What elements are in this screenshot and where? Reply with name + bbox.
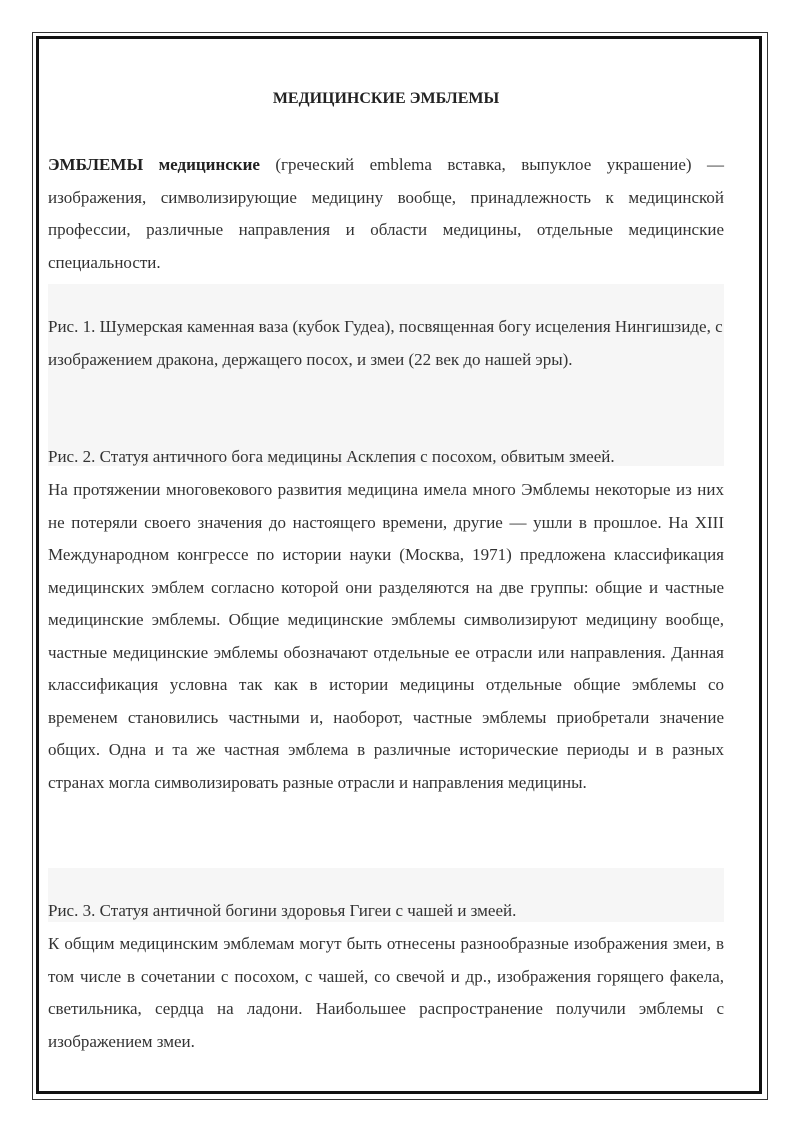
figure-1-caption: Рис. 1. Шумерская каменная ваза (кубок Гудеа), посвященная богу исцеления Нингишзиде, с изображением дракона, держащего посох, и змеи (22 век до нашей эры). (48, 317, 723, 369)
figure-3-caption: Рис. 3. Статуя античной богини здоровья Гигеи с чашей и змеей. (48, 901, 517, 920)
common-emblems-paragraph: К общим медицинским эмблемам могут быть отнесены разнообразные изображения змеи, в том числе в сочетании с посохом, с чашей, со свечой и др., изображения горящего факела, светильника, сердца на ладони. Наибольшее распространение получили эмблемы с изображением змеи. (48, 934, 724, 1051)
figure-2-caption: Рис. 2. Статуя античного бога медицины Асклепия с посохом, обвитым змеей. (48, 447, 615, 466)
intro-term: ЭМБЛЕМЫ медицинские (48, 155, 260, 174)
document-title: МЕДИЦИНСКИЕ ЭМБЛЕМЫ (272, 90, 500, 107)
intro-text: (греческий emblema вставка, выпуклое украшение) — изображения, символизирующие медицину вообще, принадлежность к медицинской профессии, различные направления и области медицины, отдельные медицинские специальности. (48, 155, 724, 272)
intro-paragraph (48, 149, 724, 279)
classification-paragraph: На протяжении многовекового развития медицина имела много Эмблемы некоторые из них не потеряли своего значения до настоящего времени, другие — ушли в прошлое. На XIII Международном конгрессе по истории науки (Москва, 1971) предложена классификация медицинских эмблем согласно которой они разделяются на две группы: общие и частные медицинские эмблемы. Общие медицинские эмблемы символизируют медицину вообще, частные медицинские эмблемы обозначают отдельные ее отрасли или направления. Данная классификация условна так как в истории медицины отдельные общие эмблемы со временем становились частными и, наоборот, частные эмблемы приобретали значение общих. Одна и та же частная эмблема в различные исторические периоды и в разных странах могла символизировать разные отрасли и направления медицины. (48, 480, 724, 792)
